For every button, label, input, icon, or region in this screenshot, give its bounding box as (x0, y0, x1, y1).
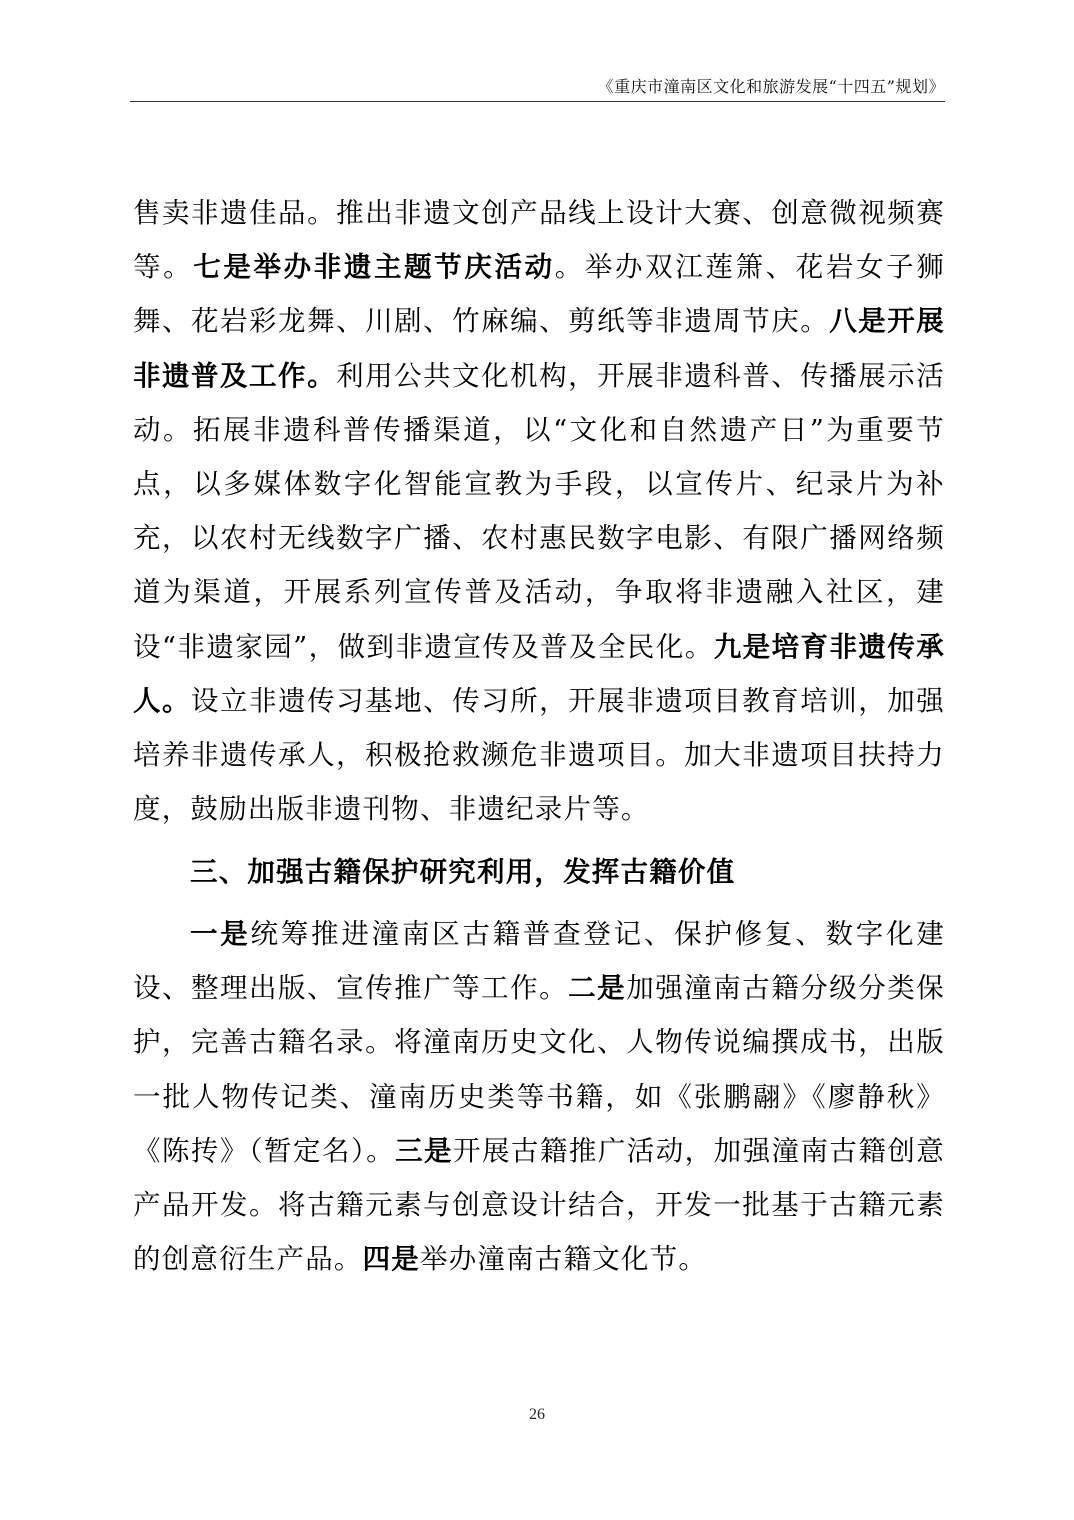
body-paragraph-ancient-books (133, 907, 945, 1286)
paragraph-2-text-3: 开展古籍推广活动，加强潼南古籍创意产品开发。将古籍元素与创意设计结合，开发一批基于古籍元素的创意衍生产品。 (133, 1134, 946, 1276)
paragraph-1-bold-eighth: 八是开展非遗普及工作。 (133, 305, 945, 392)
document-header-title: 《重庆市潼南区文化和旅游发展“十四五”规划》 (597, 77, 945, 96)
paragraph-2-bold-fourth: 四是 (362, 1243, 421, 1276)
paragraph-1-bold-seventh: 七是举办非遗主题节庆活动 (193, 251, 555, 284)
paragraph-1-text-1: 售卖非遗佳品。推出非遗文创产品线上设计大赛、创意微视频赛等。 (133, 197, 945, 284)
paragraph-2-text-2: 加强潼南古籍分级分类保护，完善古籍名录。将潼南历史文化、人物传说编撰成书，出版一批人物传记类、潼南历史类等书籍，如《张鹏翮》《廖静秋》《陈抟》（暂定名）。 (133, 972, 946, 1167)
paragraph-1-bold-ninth: 九是培育非遗传承人。 (133, 630, 945, 717)
section-heading-ancient-books: 三、加强古籍保护研究利用，发挥古籍价值 (190, 856, 736, 888)
paragraph-2 (133, 907, 945, 1286)
paragraph-1-text-2: 。举办双江莲箫、花岩女子狮舞、花岩彩龙舞、川剧、竹麻编、剪纸等非遗周节庆。 (133, 251, 945, 338)
paragraph-1 (133, 186, 945, 836)
paragraph-2-bold-first: 一是 (190, 918, 251, 950)
paragraph-1-text-4: 设立非遗传习基地、传习所，开展非遗项目教育培训，加强培养非遗传承人，积极抢救濒危非遗项目。加大非遗项目扶持力度，鼓励出版非遗刊物、非遗纪录片等。 (133, 684, 945, 826)
page-number: 26 (529, 1406, 545, 1423)
paragraph-1-text-3: 利用公共文化机构，开展非遗科普、传播展示活动。拓展非遗科普传播渠道，以“文化和自然遗产日”为重要节点，以多媒体数字化智能宣教为手段，以宣传片、纪录片为补充，以农村无线数字广播、农村惠民数字电影、有限广播网络频道为渠道，开展系列宣传普及活动，争取将非遗融入社区，建设“非遗家园”，做到非遗宣传及普及全民化。 (133, 359, 945, 663)
header-divider (130, 101, 945, 102)
paragraph-2-bold-second: 二是 (568, 972, 627, 1005)
paragraph-2-bold-third: 三是 (395, 1134, 453, 1167)
body-paragraph-intangible-heritage (133, 186, 945, 836)
paragraph-2-text-1: 统筹推进潼南区古籍普查登记、保护修复、数字化建设、整理出版、宣传推广等工作。 (133, 918, 945, 1005)
paragraph-2-text-4: 举办潼南古籍文化节。 (420, 1243, 708, 1276)
